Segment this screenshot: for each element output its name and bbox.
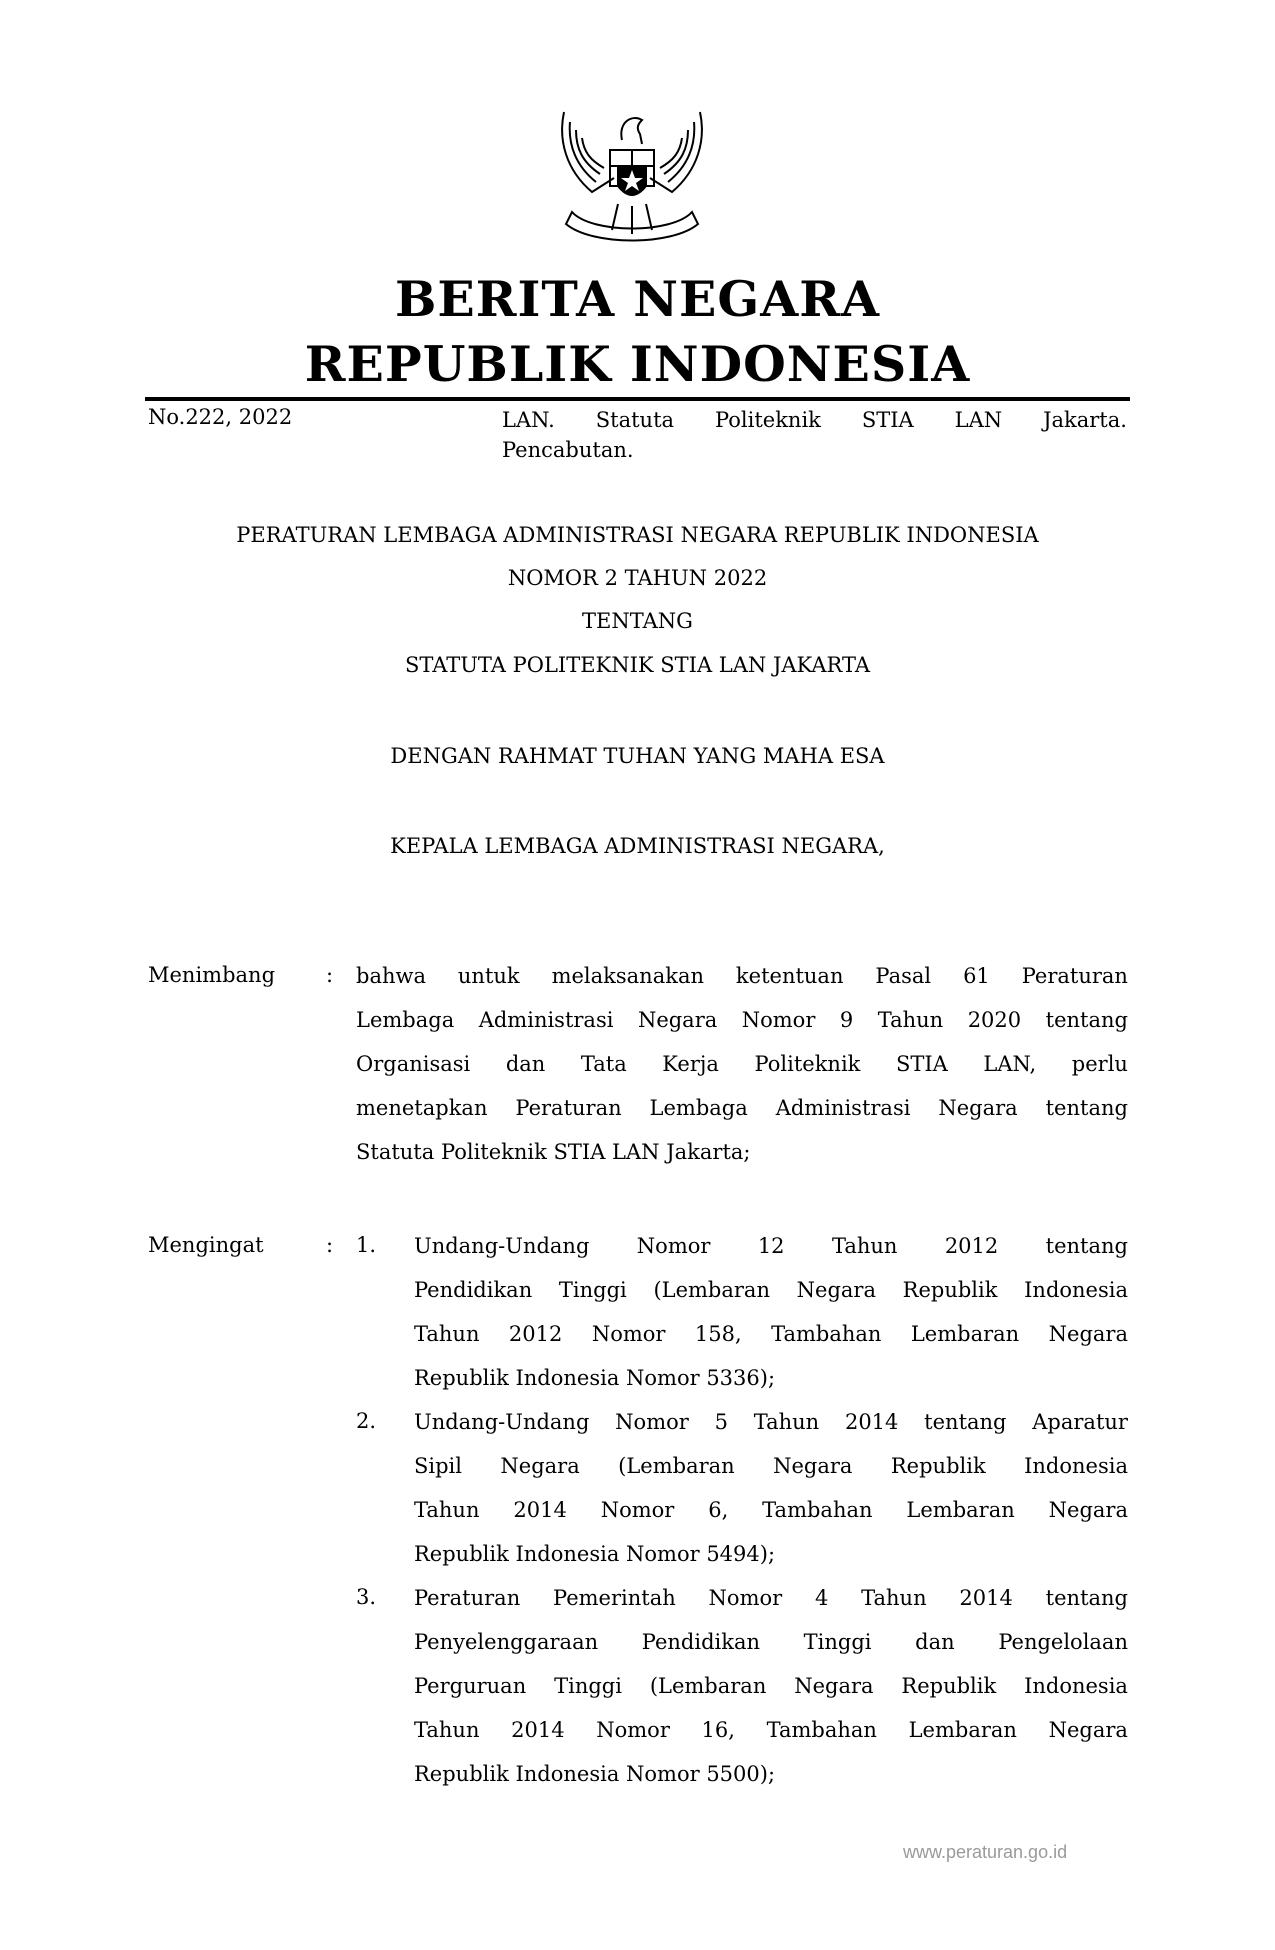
text-line (356, 954, 1128, 998)
word: Indonesia (1024, 1454, 1128, 1478)
word: Republik (902, 1278, 998, 1302)
text-line: Republik Indonesia Nomor 5494); (414, 1542, 776, 1566)
menimbang-label: Menimbang (148, 963, 276, 987)
word: perlu (1071, 1052, 1128, 1076)
word: Peraturan (1021, 964, 1128, 988)
word: Negara (794, 1674, 874, 1698)
word: dan (915, 1630, 955, 1654)
word: Nomor (600, 1498, 675, 1522)
word: Lembaran (908, 1718, 1017, 1742)
regulation-about: TENTANG (582, 609, 693, 633)
text-line (414, 1312, 1128, 1356)
mengingat-item (414, 1400, 1128, 1576)
word: 2014 (844, 1410, 899, 1434)
topic-line2: Pencabutan. (502, 438, 634, 462)
word: Tahun (414, 1498, 480, 1522)
word: Lembaran (910, 1322, 1020, 1346)
word: Tata (580, 1052, 627, 1076)
regulation-subject: STATUTA POLITEKNIK STIA LAN JAKARTA (404, 653, 871, 677)
word: Administrasi (775, 1096, 911, 1120)
word: tentang (924, 1410, 1007, 1434)
text-line: Republik Indonesia Nomor 5500); (414, 1762, 776, 1786)
word: 5 (714, 1410, 728, 1434)
text-line (414, 1268, 1128, 1312)
word: Kerja (662, 1052, 719, 1076)
word: Lembaga (356, 1008, 455, 1032)
text-line (414, 1488, 1128, 1532)
word: Nomor (615, 1410, 689, 1434)
word: Negara (938, 1096, 1018, 1120)
word: Undang-Undang (414, 1410, 590, 1434)
word: (Lembaran (618, 1454, 735, 1478)
item-number: 2. (356, 1409, 377, 1433)
word: 2012 (944, 1234, 999, 1258)
word: Tahun (753, 1410, 820, 1434)
item-number: 1. (356, 1233, 377, 1257)
word: 16, (701, 1718, 735, 1742)
text-line: Republik Indonesia Nomor 5336); (414, 1366, 776, 1390)
word: Tahun (861, 1586, 927, 1610)
word: Indonesia (1024, 1674, 1128, 1698)
word: Indonesia (1024, 1278, 1128, 1302)
word: melaksanakan (551, 964, 704, 988)
text-line (356, 1042, 1128, 1086)
mengingat-colon: : (326, 1233, 334, 1257)
word: Peraturan (414, 1586, 521, 1610)
gazette-number: No.222, 2022 (148, 405, 293, 429)
word: dan (505, 1052, 546, 1076)
word: Undang-Undang (414, 1234, 590, 1258)
word: Negara (1048, 1498, 1128, 1522)
text-line (414, 1576, 1128, 1620)
text-line (356, 998, 1128, 1042)
word: Lembaran (906, 1498, 1015, 1522)
word: 2014 (511, 1718, 565, 1742)
word: tentang (1045, 1586, 1128, 1610)
text-line (356, 1086, 1128, 1130)
word: LAN, (983, 1052, 1037, 1076)
word: Tambahan (766, 1718, 877, 1742)
word: Nomor (591, 1322, 666, 1346)
word: Negara (773, 1454, 853, 1478)
word: Negara (1048, 1322, 1128, 1346)
word: Tambahan (762, 1498, 873, 1522)
word: Sipil (414, 1454, 462, 1478)
word: bahwa (356, 964, 426, 988)
word: Negara (1048, 1718, 1128, 1742)
word: Tinggi (558, 1278, 627, 1302)
word: Lembaga (649, 1096, 748, 1120)
topic-word: Statuta (595, 408, 675, 432)
word: Nomor (596, 1718, 670, 1742)
mengingat-label: Mengingat (148, 1233, 264, 1257)
word: 2014 (959, 1586, 1013, 1610)
word: Negara (500, 1454, 580, 1478)
text-line (414, 1444, 1128, 1488)
word: Tinggi (803, 1630, 872, 1654)
word: 61 (963, 964, 990, 988)
word: Tahun (877, 1008, 944, 1032)
masthead-title-line2: REPUBLIK INDONESIA (304, 335, 971, 393)
regulation-number: NOMOR 2 TAHUN 2022 (507, 566, 768, 590)
word: Aparatur (1032, 1410, 1128, 1434)
word: 158, (694, 1322, 742, 1346)
text-line (414, 1224, 1128, 1268)
word: Pendidikan (641, 1630, 760, 1654)
topic-word: LAN. (502, 408, 555, 432)
word: Nomor (636, 1234, 711, 1258)
word: menetapkan (356, 1096, 488, 1120)
word: Negara (796, 1278, 876, 1302)
word: Republik (901, 1674, 997, 1698)
word: Perguruan (414, 1674, 527, 1698)
word: Republik (890, 1454, 986, 1478)
word: Pasal (875, 964, 932, 988)
gazette-topic (502, 405, 1127, 465)
word: tentang (1045, 1096, 1128, 1120)
masthead-divider (145, 397, 1130, 401)
word: tentang (1045, 1008, 1128, 1032)
word: (Lembaran (649, 1674, 767, 1698)
word: 2014 (513, 1498, 567, 1522)
masthead-title-line1: BERITA NEGARA (394, 270, 880, 328)
topic-word: Politeknik (714, 408, 821, 432)
word: Organisasi (356, 1052, 471, 1076)
topic-word: Jakarta. (1043, 408, 1127, 432)
word: Pemerintah (553, 1586, 676, 1610)
word: (Lembaran (653, 1278, 770, 1302)
invocation: DENGAN RAHMAT TUHAN YANG MAHA ESA (390, 744, 885, 768)
text-line (414, 1400, 1128, 1444)
item-number: 3. (356, 1585, 377, 1609)
menimbang-text (356, 954, 1128, 1174)
word: Tahun (414, 1322, 480, 1346)
text-line (414, 1664, 1128, 1708)
footer-watermark: www.peraturan.go.id (903, 1842, 1068, 1862)
word: 2012 (508, 1322, 563, 1346)
text-line (414, 1620, 1128, 1664)
word: Penyelenggaraan (414, 1630, 599, 1654)
mengingat-item (414, 1224, 1128, 1400)
word: Pengelolaan (998, 1630, 1128, 1654)
word: 6, (708, 1498, 729, 1522)
topic-word: STIA (861, 408, 914, 432)
text-line: Statuta Politeknik STIA LAN Jakarta; (356, 1140, 751, 1164)
text-line (414, 1708, 1128, 1752)
word: 12 (757, 1234, 785, 1258)
issuer: KEPALA LEMBAGA ADMINISTRASI NEGARA, (390, 834, 885, 858)
mengingat-item (414, 1576, 1128, 1796)
word: 4 (814, 1586, 829, 1610)
word: Administrasi (478, 1008, 614, 1032)
regulation-title: PERATURAN LEMBAGA ADMINISTRASI NEGARA REPUBLIK INDONESIA (236, 523, 1039, 547)
menimbang-colon: : (326, 963, 334, 987)
word: untuk (457, 964, 520, 988)
word: Nomor (708, 1586, 783, 1610)
word: Negara (637, 1008, 718, 1032)
word: Tambahan (771, 1322, 882, 1346)
word: 9 (839, 1008, 854, 1032)
word: Tinggi (554, 1674, 622, 1698)
word: Tahun (414, 1718, 480, 1742)
word: STIA (895, 1052, 948, 1076)
word: Nomor (741, 1008, 816, 1032)
word: 2020 (967, 1008, 1022, 1032)
word: Politeknik (754, 1052, 861, 1076)
word: tentang (1045, 1234, 1128, 1258)
word: ketentuan (735, 964, 844, 988)
word: Tahun (831, 1234, 898, 1258)
word: Peraturan (515, 1096, 622, 1120)
garuda-emblem-icon (552, 100, 712, 260)
topic-word: LAN (954, 408, 1003, 432)
word: Pendidikan (414, 1278, 533, 1302)
